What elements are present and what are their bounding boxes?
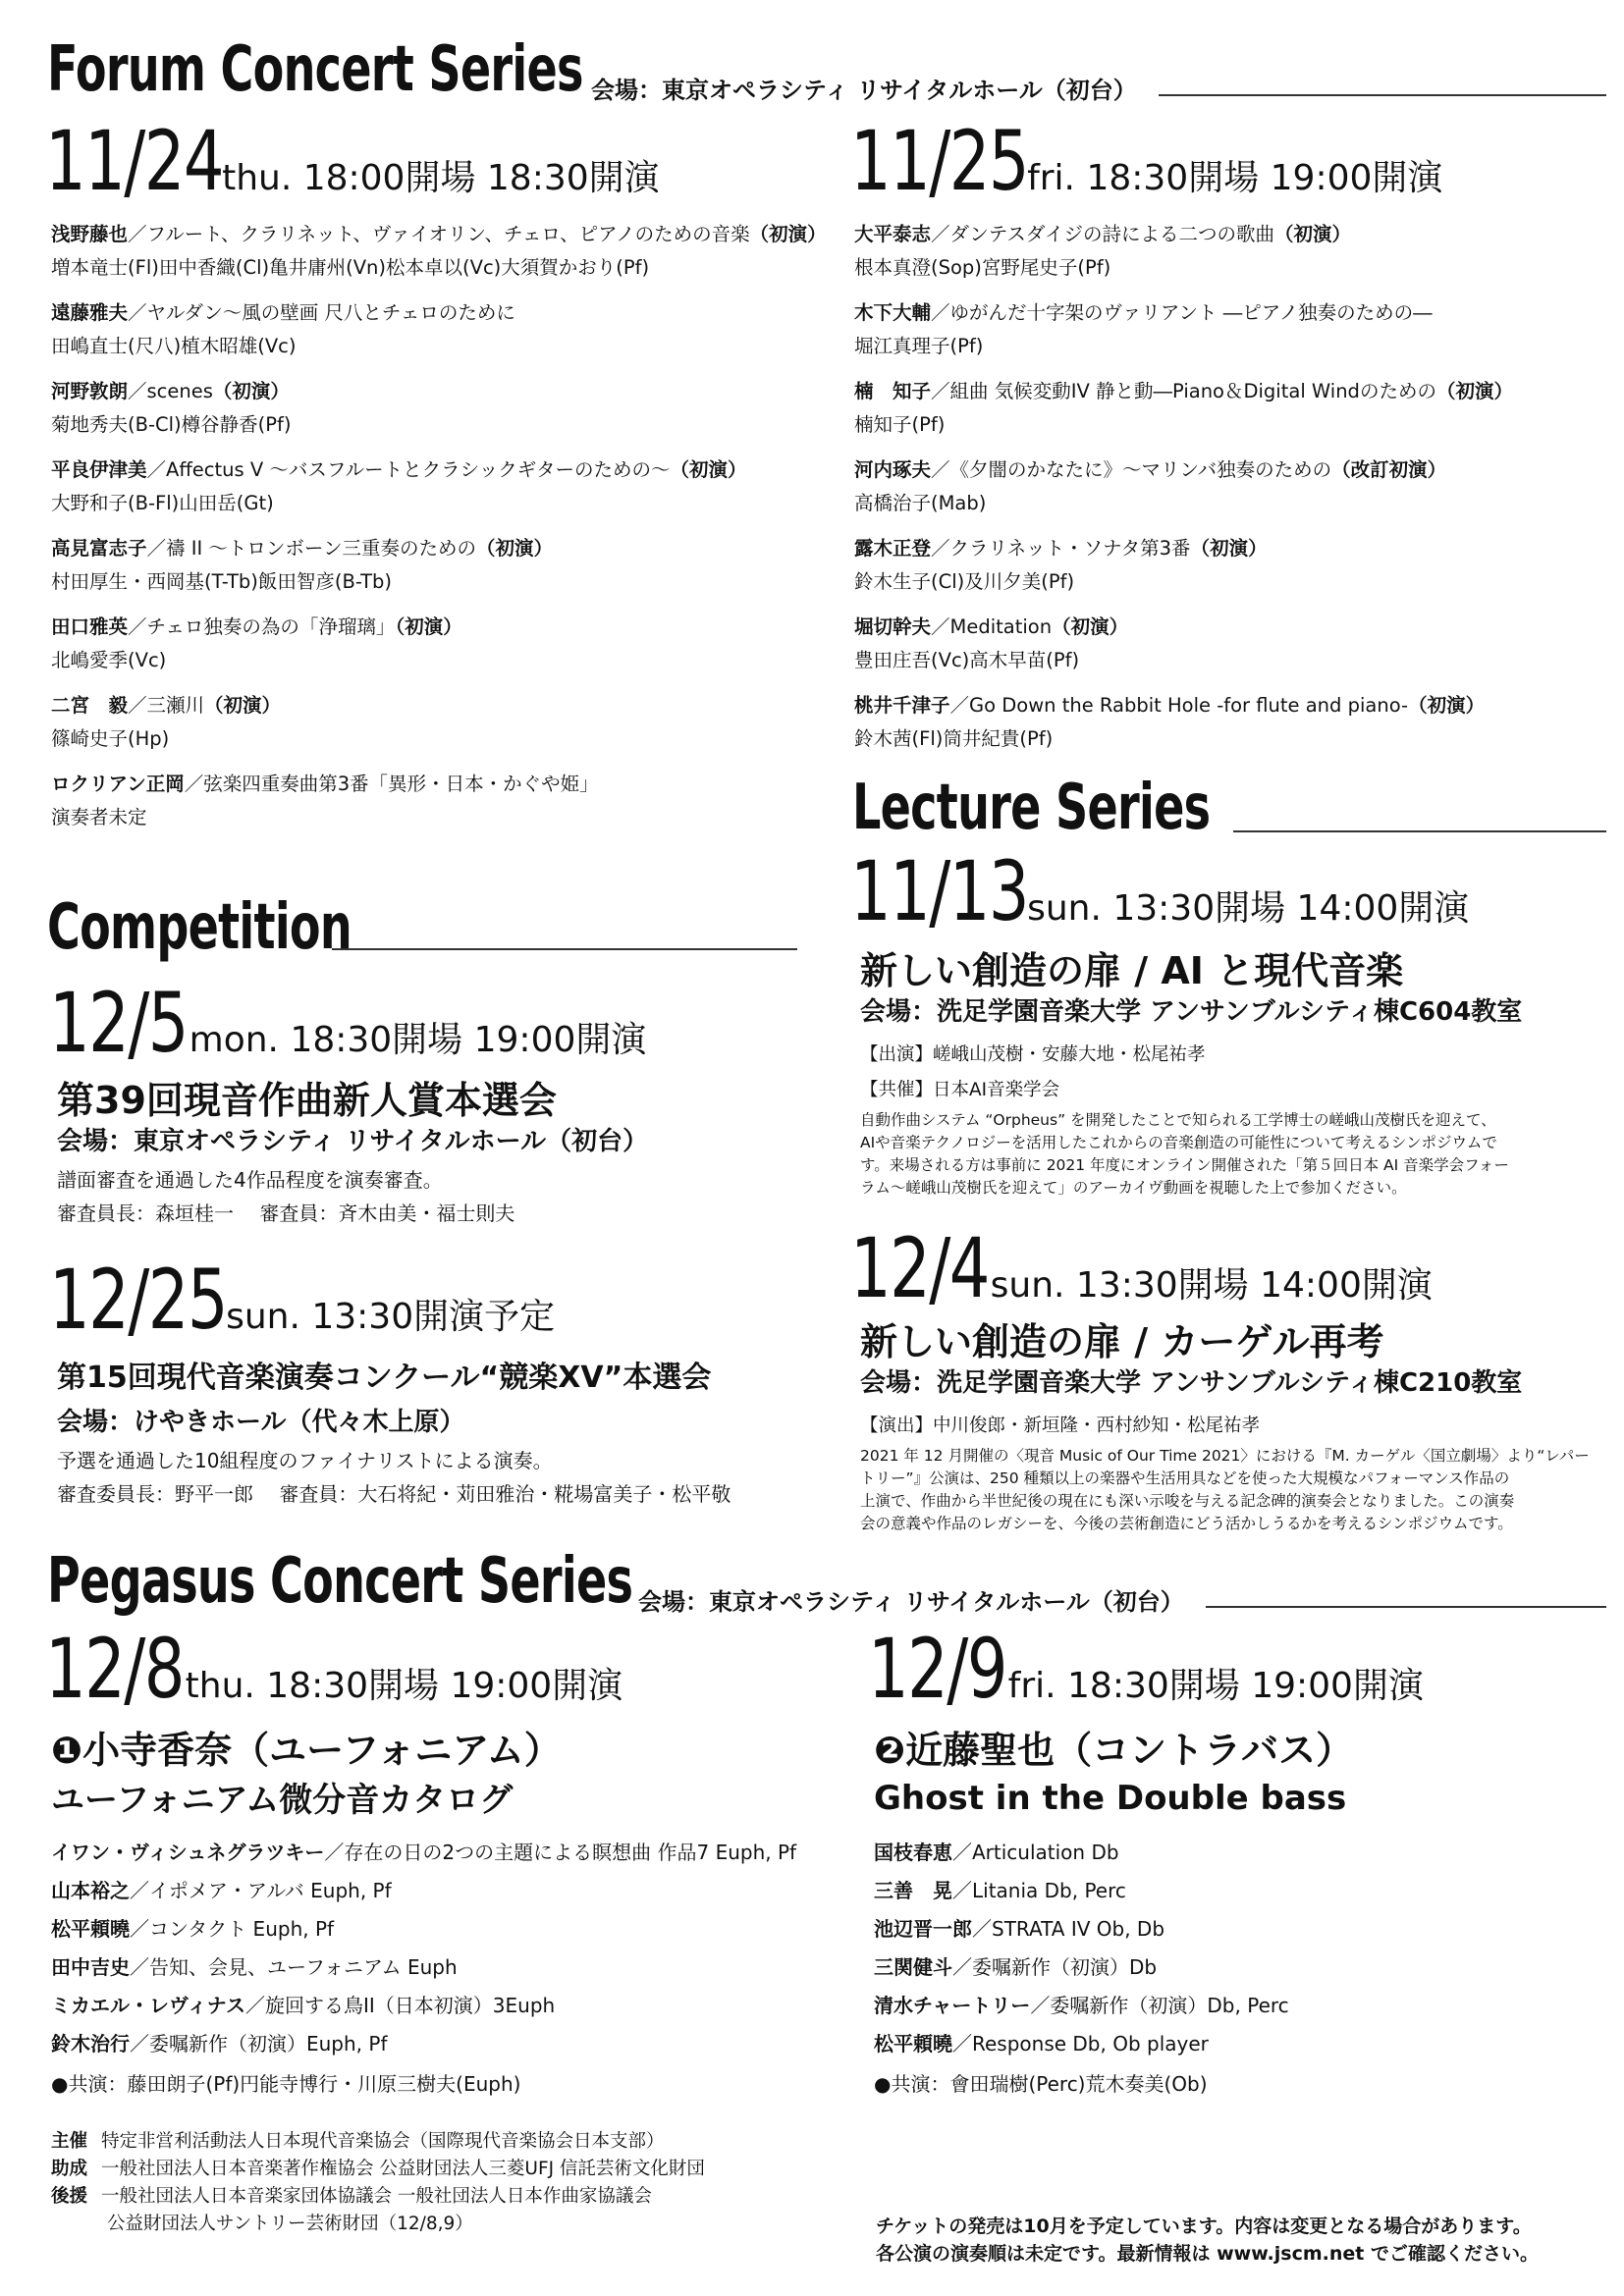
performers: 大野和子(B-Fl)山田岳(Gt) <box>51 492 274 514</box>
lecture1-cohost: 【共催】日本AI音楽学会 <box>860 1080 1060 1100</box>
performers: 田嶋直士(尺八)植木昭雄(Vc) <box>51 335 297 357</box>
composer: 堀切幹夫 <box>854 615 932 638</box>
composer: 清水チャートリー <box>874 1994 1031 2017</box>
performers: 村田厚生・西岡基(T-Tb)飯田智彦(B-Tb) <box>51 570 393 593</box>
work-line <box>51 768 599 801</box>
pegasus2-coperformers: ●共演：會田瑞樹(Perc)荒木奏美(Ob) <box>874 2072 1208 2096</box>
competition2-venue: 会場：けやきホール（代々木上原） <box>57 1408 465 1437</box>
program-entry <box>51 296 515 363</box>
program-entry <box>51 1910 334 1948</box>
work-line <box>51 611 462 644</box>
pegasus2-subtitle: Ghost in the Double bass <box>874 1779 1347 1818</box>
desc-line: ラム～嵯峨山茂樹氏を迎えて」のアーカイヴ動画を視聴した上で参加ください。 <box>860 1179 1407 1197</box>
date-number: 12/5 <box>49 975 188 1071</box>
performers: 鈴木生子(Cl)及川夕美(Pf) <box>854 570 1075 593</box>
work-title: ／Affectus V ～バスフルートとクラシックギターのための～ <box>146 458 671 481</box>
support-text-2: 公益財団法人サントリー芸術財団（12/8,9） <box>107 2214 473 2234</box>
program-entry <box>51 532 553 599</box>
work-title: ／禱 II ～トロンボーン三重奏のための <box>146 537 477 560</box>
work-line <box>51 296 515 330</box>
work-title: ／チェロ独奏の為の「浄瑠璃」 <box>128 615 396 638</box>
footer-notice <box>876 2213 1539 2268</box>
host-text: 特定非営利活動法人日本現代音楽協会（国際現代音楽協会日本支部） <box>101 2131 665 2152</box>
work-title: ／Meditation <box>931 615 1053 638</box>
forum-rule <box>1159 94 1606 96</box>
work-line <box>854 611 1128 644</box>
composer: 遠藤雅夫 <box>51 301 129 324</box>
date-number: 11/25 <box>850 113 1029 209</box>
program-entry <box>874 1834 1119 1871</box>
premiere-tag: （初演） <box>749 223 827 245</box>
premiere-tag: （初演） <box>1435 380 1513 402</box>
grant-text: 一般社団法人日本音楽著作権協会 公益財団法人三菱UFJ 信託芸術文化財団 <box>101 2159 705 2179</box>
performers: 菊地秀夫(B-Cl)樽谷静香(Pf) <box>51 413 292 436</box>
work-line <box>854 296 1433 330</box>
composer: 田口雅英 <box>51 615 129 638</box>
performers: 高橋治子(Mab) <box>854 492 987 514</box>
work-title: ／《夕闇のかなたに》～マリンバ独奏のための <box>931 458 1332 481</box>
lecture1-name: 新しい創造の扉 / AI と現代音楽 <box>860 949 1404 992</box>
support-line <box>51 2183 705 2211</box>
work-title: ／Go Down the Rabbit Hole -for flute and piano- <box>949 694 1409 717</box>
composer: 大平泰志 <box>854 223 932 245</box>
composer: 河内琢夫 <box>854 458 932 481</box>
work-title: ／コンタクト Euph, Pf <box>130 1917 335 1941</box>
composer: 平良伊津美 <box>51 458 147 481</box>
program-entry <box>874 2025 1209 2062</box>
pegasus-rule <box>1206 1606 1606 1608</box>
lecture2-name: 新しい創造の扉 / カーゲル再考 <box>860 1320 1384 1363</box>
premiere-tag: （初演） <box>395 615 462 638</box>
lecture2-desc <box>860 1445 1590 1535</box>
grant-label: 助成 <box>51 2159 88 2179</box>
composer: イワン・ヴィシュネグラツキー <box>51 1841 325 1864</box>
pegasus2-date <box>868 1621 1424 1717</box>
forum-series-title: Forum Concert Series <box>47 33 583 106</box>
lecture-title: Lecture Series <box>852 772 1211 844</box>
lecture1-venue: 会場：洗足学園音楽大学 アンサンブルシティ棟C604教室 <box>860 997 1523 1027</box>
date-number: 12/9 <box>868 1621 1006 1717</box>
work-title: ／委嘱新作（初演）Euph, Pf <box>130 2032 388 2056</box>
notice-line: チケットの発売は10月を予定しています。内容は変更となる場合があります。 <box>876 2216 1532 2237</box>
desc-line: 上演で、作曲から半世紀後の現在にも深い示唆を与える記念碑的演奏会となりました。この演奏 <box>860 1492 1515 1510</box>
date-time: fri. 18:30開場 19:00開演 <box>1027 158 1443 198</box>
work-title: ／ダンテスダイジの詩による二つの歌曲 <box>931 223 1275 245</box>
work-title: ／Litania Db, Perc <box>952 1879 1126 1902</box>
work-line <box>51 218 827 251</box>
program-entry <box>51 689 281 756</box>
desc-line: 2021 年 12 月開催の〈現音 Music of Our Time 2021〉における『M. カーゲル〈国立劇場〉より“レパー <box>860 1447 1590 1465</box>
competition2-judges: 審査委員長：野平一郎 審査員：大石将紀・苅田雅治・糀場富美子・松平敬 <box>57 1482 731 1506</box>
work-title: ／弦楽四重奏曲第3番「異形・日本・かぐや姫」 <box>184 773 599 795</box>
lecture2-venue: 会場：洗足学園音楽大学 アンサンブルシティ棟C210教室 <box>860 1368 1523 1398</box>
host-label: 主催 <box>51 2131 88 2152</box>
pegasus-venue: 会場：東京オペラシティ リサイタルホール（初台） <box>638 1588 1184 1616</box>
work-title: ／委嘱新作（初演）Db, Perc <box>1030 1994 1289 2017</box>
program-entry <box>854 296 1433 363</box>
composer: 池辺晋一郎 <box>874 1917 972 1941</box>
work-line <box>854 375 1513 408</box>
composer: 国枝春恵 <box>874 1841 952 1864</box>
competition1-name: 第39回現音作曲新人賞本選会 <box>57 1079 557 1122</box>
work-title: ／クラリネット・ソナタ第3番 <box>931 537 1191 560</box>
program-entry <box>874 1949 1157 1986</box>
composer: 高見富志子 <box>51 537 147 560</box>
work-title: ／Articulation Db <box>952 1841 1119 1864</box>
host-line <box>51 2128 705 2156</box>
footer-credits <box>51 2128 705 2238</box>
program-entry <box>51 454 747 520</box>
date-number: 12/8 <box>45 1621 184 1717</box>
work-title: ／イポメア・アルバ Euph, Pf <box>130 1879 392 1902</box>
composer: 浅野藤也 <box>51 223 129 245</box>
program-entry <box>854 689 1485 756</box>
premiere-tag: （初演） <box>204 694 282 717</box>
lecture1-cast: 【出演】嵯峨山茂樹・安藤大地・松尾祐孝 <box>860 1044 1206 1065</box>
composer: 松平頼曉 <box>51 1917 130 1941</box>
work-line <box>854 454 1446 487</box>
program-entry <box>51 375 292 442</box>
composer: 松平頼曉 <box>874 2032 952 2056</box>
lecture2-cast: 【演出】中川俊郎・新垣隆・西村紗知・松尾祐孝 <box>860 1415 1261 1436</box>
competition2-name: 第15回現代音楽演奏コンクール“競楽XV”本選会 <box>57 1361 712 1395</box>
composer: 山本裕之 <box>51 1879 130 1902</box>
competition-rule <box>332 948 797 950</box>
performers: 堀江真理子(Pf) <box>854 335 984 357</box>
composer: 二宮 毅 <box>51 694 129 717</box>
work-title: ／三瀬川 <box>128 694 205 717</box>
program-entry <box>854 218 1351 285</box>
work-line <box>854 689 1485 722</box>
lecture1-desc <box>860 1109 1509 1200</box>
work-line <box>51 689 281 722</box>
performers: 北嶋愛季(Vc) <box>51 649 167 671</box>
date-number: 12/4 <box>850 1220 989 1316</box>
forum-day2-date <box>850 113 1443 209</box>
lecture2-date <box>850 1220 1433 1316</box>
pegasus1-performer: ❶小寺香奈（ユーフォニアム） <box>51 1729 562 1772</box>
pegasus1-coperformers: ●共演：藤田朗子(Pf)円能寺博行・川原三樹夫(Euph) <box>51 2072 521 2096</box>
date-time: sun. 13:30開場 14:00開演 <box>1027 888 1470 929</box>
premiere-tag: （初演） <box>670 458 747 481</box>
work-title: ／委嘱新作（初演）Db <box>952 1955 1158 1979</box>
performers: 篠崎史子(Hp) <box>51 727 170 750</box>
performers: 増本竜士(Fl)田中香織(Cl)亀井庸州(Vn)松本卓以(Vc)大須賀かおり(Pf) <box>51 256 650 279</box>
program-entry <box>874 1910 1164 1948</box>
date-time: thu. 18:30開場 19:00開演 <box>185 1666 623 1706</box>
pegasus1-date <box>45 1621 623 1717</box>
premiere-tag: （初演） <box>212 380 290 402</box>
work-title: ／ヤルダン～風の壁画 尺八とチェロのために <box>128 301 515 324</box>
program-entry <box>51 1949 458 1986</box>
composer: 楠 知子 <box>854 380 932 402</box>
program-entry <box>51 1872 392 1909</box>
date-time: sun. 13:30開演予定 <box>226 1297 556 1337</box>
performers: 根本真澄(Sop)宮野尾史子(Pf) <box>854 256 1111 279</box>
forum-day1-date <box>45 113 660 209</box>
forum-venue: 会場：東京オペラシティ リサイタルホール（初台） <box>591 77 1137 104</box>
work-title: ／告知、会見、ユーフォニアム Euph <box>130 1955 458 1979</box>
date-number: 11/13 <box>850 843 1029 939</box>
competition1-judges: 審査員長：森垣桂一 審査員：斉木由美・福士則夫 <box>57 1201 515 1225</box>
date-time: mon. 18:30開場 19:00開演 <box>189 1020 647 1060</box>
work-line <box>51 375 292 408</box>
date-number: 12/25 <box>49 1252 228 1348</box>
program-entry <box>854 454 1446 520</box>
composer: 鈴木治行 <box>51 2032 130 2056</box>
pegasus1-subtitle: ユーフォニアム微分音カタログ <box>51 1781 514 1820</box>
composer: 河野敦朗 <box>51 380 129 402</box>
premiere-tag: （初演） <box>1190 537 1268 560</box>
work-line <box>51 454 747 487</box>
desc-line: 会の意義や作品のレガシーを、今後の芸術創造にどう活かしうるかを考えるシンポジウムです。 <box>860 1515 1513 1532</box>
program-entry <box>874 1987 1289 2024</box>
composer: 三善 晃 <box>874 1879 952 1902</box>
pegasus2-performer: ❷近藤聖也（コントラバス） <box>874 1729 1354 1772</box>
grant-line <box>51 2156 705 2183</box>
program-entry <box>51 1834 796 1871</box>
desc-line: トリー”』公演は、250 種類以上の楽器や生活用具などを使った大規模なパフォーマンス作品の <box>860 1469 1510 1487</box>
work-title: ／旋回する鳥II（日本初演）3Euph <box>245 1994 556 2017</box>
work-title: ／scenes <box>128 380 213 402</box>
lecture-rule <box>1233 830 1606 832</box>
competition2-date <box>49 1252 556 1348</box>
date-time: sun. 13:30開場 14:00開演 <box>990 1265 1433 1306</box>
work-title: ／組曲 気候変動IV 静と動―Piano＆Digital Windのための <box>931 380 1436 402</box>
work-line <box>854 218 1351 251</box>
work-title: ／フルート、クラリネット、ヴァイオリン、チェロ、ピアノのための音楽 <box>128 223 750 245</box>
performers: 楠知子(Pf) <box>854 413 946 436</box>
premiere-tag: （初演） <box>1052 615 1129 638</box>
desc-line: 自動作曲システム “Orpheus” を開発したことで知られる工学博士の嵯峨山茂樹氏を迎えて、 <box>860 1111 1496 1129</box>
composer: 桃井千津子 <box>854 694 950 717</box>
program-entry <box>854 375 1513 442</box>
program-entry <box>51 2025 388 2062</box>
program-entry <box>854 532 1268 599</box>
desc-line: す。来場される方は事前に 2021 年度にオンライン開催された「第５回日本 AI 音楽学会フォー <box>860 1156 1509 1174</box>
composer: ロクリアン正岡 <box>51 773 185 795</box>
composer: 露木正登 <box>854 537 932 560</box>
program-entry <box>51 1987 555 2024</box>
desc-line: AIや音楽テクノロジーを活用したこれからの音楽創造の可能性について考えるシンポジウムで <box>860 1134 1497 1151</box>
date-number: 11/24 <box>45 113 224 209</box>
work-title: ／STRATA IV Ob, Db <box>972 1917 1165 1941</box>
premiere-tag: （改訂初演） <box>1331 458 1447 481</box>
program-entry <box>874 1872 1126 1909</box>
work-title: ／存在の日の2つの主題による瞑想曲 作品7 Euph, Pf <box>324 1841 797 1864</box>
notice-line: 各公演の演奏順は未定です。最新情報は www.jscm.net でご確認ください。 <box>876 2243 1539 2265</box>
competition1-date <box>49 975 647 1071</box>
work-title: ／ゆがんだ十字架のヴァリアント ―ピアノ独奏のための― <box>931 301 1433 324</box>
program-entry <box>51 218 827 285</box>
work-title: ／Response Db, Ob player <box>952 2032 1209 2056</box>
date-time: thu. 18:00開場 18:30開演 <box>222 158 660 198</box>
work-line <box>51 532 553 565</box>
support-text: 一般社団法人日本音楽家団体協議会 一般社団法人日本作曲家協議会 <box>101 2186 652 2207</box>
competition1-desc: 譜面審査を通過した4作品程度を演奏審査。 <box>57 1168 443 1192</box>
support-label: 後援 <box>51 2186 88 2207</box>
premiere-tag: （初演） <box>476 537 554 560</box>
competition-title: Competition <box>47 891 352 964</box>
performers: 豊田庄吾(Vc)高木早苗(Pf) <box>854 649 1080 671</box>
support-line-2 <box>51 2211 705 2238</box>
composer: ミカエル・レヴィナス <box>51 1994 245 2017</box>
date-time: fri. 18:30開場 19:00開演 <box>1007 1666 1424 1706</box>
premiere-tag: （初演） <box>1274 223 1352 245</box>
lecture1-date <box>850 843 1470 939</box>
composer: 木下大輔 <box>854 301 932 324</box>
premiere-tag: （初演） <box>1408 694 1486 717</box>
performers: 演奏者未定 <box>51 806 147 828</box>
composer: 三関健斗 <box>874 1955 952 1979</box>
competition2-desc: 予選を通過した10組程度のファイナリストによる演奏。 <box>57 1449 553 1472</box>
program-entry <box>51 611 462 677</box>
composer: 田中吉史 <box>51 1955 130 1979</box>
work-line <box>854 532 1268 565</box>
competition1-venue: 会場：東京オペラシティ リサイタルホール（初台） <box>57 1127 649 1156</box>
program-entry <box>854 611 1128 677</box>
performers: 鈴木茜(Fl)筒井紀貴(Pf) <box>854 727 1054 750</box>
pegasus-series-title: Pegasus Concert Series <box>47 1545 633 1618</box>
program-entry <box>51 768 599 834</box>
